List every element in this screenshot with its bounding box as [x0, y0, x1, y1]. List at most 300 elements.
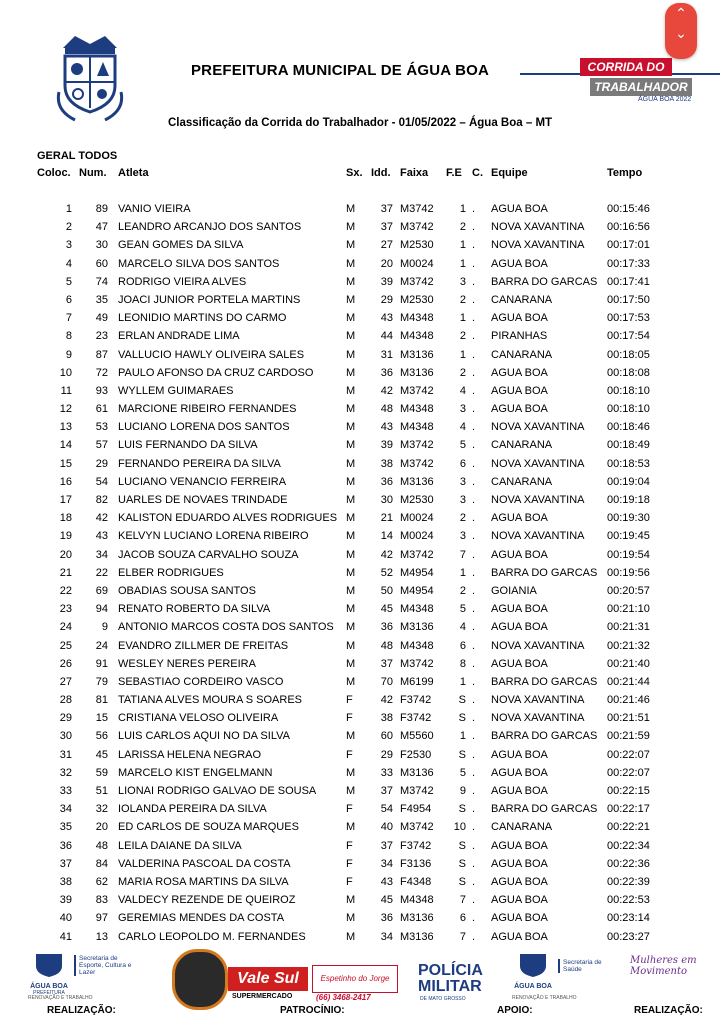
cell-sx: M — [346, 239, 356, 252]
cell-fe: 2 — [459, 221, 466, 234]
cell-idd: 38 — [380, 712, 393, 725]
cell-sx: F — [346, 803, 353, 816]
renovacao-text-1: RENOVAÇÃO E TRABALHO — [28, 995, 93, 1001]
cell-equipe: BARRA DO GARCAS — [491, 803, 598, 816]
cell-tempo: 00:18:10 — [607, 403, 650, 416]
table-row — [0, 530, 720, 548]
cell-sx: F — [346, 875, 353, 888]
table-row — [0, 730, 720, 748]
cell-idd: 42 — [380, 548, 393, 561]
cell-sx: M — [346, 475, 356, 488]
cell-idd: 50 — [380, 584, 393, 597]
cell-c: . — [472, 548, 476, 561]
cell-name: SEBASTIAO CORDEIRO VASCO — [118, 675, 284, 688]
cell-sx: F — [346, 712, 353, 725]
col-header-sx: Sx. — [346, 167, 363, 179]
cell-equipe: CANARANA — [491, 821, 553, 834]
cell-c: . — [472, 785, 476, 797]
cell-faixa: M3136 — [400, 366, 434, 379]
scroll-toggle-button[interactable] — [665, 3, 697, 59]
cell-name: GEAN GOMES DA SILVA — [118, 239, 244, 252]
cell-pos: 6 — [65, 293, 72, 306]
cell-tempo: 00:18:10 — [607, 384, 650, 397]
cell-name: LEILA DAIANE DA SILVA — [118, 839, 242, 852]
aguaboa-logo-sub: PREFEITURA — [33, 990, 65, 996]
cell-name: CARLO LEOPOLDO M. FERNANDES — [118, 930, 306, 943]
cell-pos: 32 — [59, 766, 72, 779]
cell-faixa: M3136 — [400, 912, 434, 925]
cell-num: 61 — [95, 403, 108, 416]
cell-fe: 4 — [459, 421, 466, 434]
cell-sx: F — [346, 857, 353, 870]
cell-c: . — [472, 566, 476, 579]
cell-num: 42 — [95, 512, 108, 525]
table-row — [0, 567, 720, 585]
col-header-c: C. — [472, 167, 483, 179]
cell-c: . — [472, 857, 476, 870]
cell-fe: 1 — [459, 675, 466, 688]
cell-sx: M — [346, 348, 356, 361]
cell-equipe: AGUA BOA — [491, 203, 548, 215]
cell-sx: M — [346, 494, 356, 506]
cell-name: EVANDRO ZILLMER DE FREITAS — [118, 639, 289, 652]
cell-faixa: M5560 — [400, 730, 434, 743]
table-row — [0, 421, 720, 439]
cell-tempo: 00:21:32 — [607, 639, 650, 652]
cell-idd: 42 — [380, 694, 393, 707]
cell-num: 56 — [95, 730, 108, 743]
cell-c: . — [472, 366, 476, 379]
cell-faixa: F3742 — [400, 694, 432, 707]
table-row — [0, 494, 720, 512]
cell-c: . — [472, 639, 476, 652]
cell-equipe: NOVA XAVANTINA — [491, 494, 585, 506]
section-title: GERAL TODOS — [37, 150, 118, 162]
cell-fe: 2 — [459, 512, 466, 525]
cell-sx: M — [346, 257, 356, 270]
cell-tempo: 00:17:53 — [607, 312, 650, 325]
cell-num: 87 — [95, 348, 108, 361]
cell-c: . — [472, 912, 476, 925]
cell-sx: M — [346, 621, 356, 634]
cell-idd: 42 — [380, 384, 393, 397]
cell-fe: 8 — [459, 657, 466, 670]
policia-logo-line2: MILITAR — [418, 978, 482, 995]
table-row — [0, 694, 720, 712]
cell-idd: 36 — [380, 475, 393, 488]
cell-equipe: NOVA XAVANTINA — [491, 712, 585, 725]
cell-c: . — [472, 657, 476, 670]
cell-pos: 12 — [59, 403, 72, 416]
col-header-fe: F.E — [446, 167, 462, 179]
cell-equipe: CANARANA — [491, 348, 553, 361]
cell-sx: M — [346, 766, 356, 779]
table-row — [0, 385, 720, 403]
cell-pos: 14 — [59, 439, 72, 452]
table-row — [0, 749, 720, 767]
cell-idd: 37 — [380, 657, 393, 670]
cell-num: 49 — [95, 312, 108, 325]
cell-tempo: 00:22:39 — [607, 875, 650, 888]
table-row — [0, 367, 720, 385]
cell-fe: 1 — [459, 203, 466, 215]
cell-sx: M — [346, 275, 356, 288]
cell-sx: M — [346, 730, 356, 743]
cell-idd: 31 — [380, 348, 393, 361]
cell-idd: 43 — [380, 312, 393, 325]
cell-idd: 29 — [380, 748, 393, 761]
cell-tempo: 00:22:53 — [607, 894, 650, 907]
cell-faixa: F4348 — [400, 875, 432, 888]
cell-pos: 7 — [65, 312, 72, 325]
cell-name: JACOB SOUZA CARVALHO SOUZA — [118, 548, 299, 561]
table-row — [0, 239, 720, 257]
cell-num: 24 — [95, 639, 108, 652]
cell-tempo: 00:17:50 — [607, 293, 650, 306]
cell-sx: M — [346, 639, 356, 652]
cell-equipe: NOVA XAVANTINA — [491, 239, 585, 252]
cell-num: 74 — [95, 275, 108, 288]
cell-c: . — [472, 457, 476, 470]
cell-c: . — [472, 257, 476, 270]
cell-name: LIONAI RODRIGO GALVAO DE SOUSA — [118, 785, 317, 797]
cell-pos: 15 — [59, 457, 72, 470]
table-row — [0, 894, 720, 912]
cell-c: . — [472, 621, 476, 634]
results-table — [0, 203, 720, 949]
cell-equipe: AGUA BOA — [491, 312, 548, 325]
cell-tempo: 00:18:46 — [607, 421, 650, 434]
espetinho-logo: Espetinho do Jorge — [312, 965, 398, 993]
cell-tempo: 00:19:45 — [607, 530, 650, 543]
cell-name: WYLLEM GUIMARAES — [118, 384, 234, 397]
burger-logo — [172, 949, 228, 1010]
cell-idd: 37 — [380, 221, 393, 234]
cell-equipe: AGUA BOA — [491, 257, 548, 270]
cell-sx: M — [346, 421, 356, 434]
cell-pos: 9 — [65, 348, 72, 361]
cell-idd: 70 — [380, 675, 393, 688]
cell-faixa: M2530 — [400, 293, 434, 306]
cell-fe: 4 — [459, 384, 466, 397]
table-row — [0, 221, 720, 239]
cell-pos: 31 — [59, 748, 72, 761]
cell-c: . — [472, 712, 476, 725]
cell-pos: 38 — [59, 875, 72, 888]
cell-fe: 3 — [459, 475, 466, 488]
cell-equipe: CANARANA — [491, 293, 553, 306]
cell-pos: 28 — [59, 694, 72, 707]
cell-sx: M — [346, 512, 356, 525]
cell-tempo: 00:18:49 — [607, 439, 650, 452]
col-header-equipe: Equipe — [491, 167, 528, 179]
cell-idd: 43 — [380, 421, 393, 434]
cell-idd: 40 — [380, 821, 393, 834]
cell-num: 9 — [101, 621, 108, 634]
cell-tempo: 00:18:53 — [607, 457, 650, 470]
table-row — [0, 603, 720, 621]
cell-fe: 1 — [459, 348, 466, 361]
cell-name: PAULO AFONSO DA CRUZ CARDOSO — [118, 366, 314, 379]
cell-fe: 1 — [459, 730, 466, 743]
cell-faixa: M3742 — [400, 821, 434, 834]
cell-equipe: NOVA XAVANTINA — [491, 421, 585, 434]
cell-name: LUIS FERNANDO DA SILVA — [118, 439, 258, 452]
cell-sx: M — [346, 439, 356, 452]
table-row — [0, 476, 720, 494]
cell-tempo: 00:22:21 — [607, 821, 650, 834]
cell-tempo: 00:17:41 — [607, 275, 650, 288]
cell-faixa: M3742 — [400, 785, 434, 797]
cell-name: WESLEY NERES PEREIRA — [118, 657, 256, 670]
cell-tempo: 00:17:33 — [607, 257, 650, 270]
cell-c: . — [472, 584, 476, 597]
cell-faixa: M4348 — [400, 639, 434, 652]
cell-num: 60 — [95, 257, 108, 270]
event-logo-sub: ÁGUA BOA 2022 — [638, 96, 692, 103]
cell-idd: 14 — [380, 530, 393, 543]
cell-equipe: NOVA XAVANTINA — [491, 530, 585, 543]
cell-equipe: NOVA XAVANTINA — [491, 457, 585, 470]
cell-num: 94 — [95, 603, 108, 616]
cell-tempo: 00:19:04 — [607, 475, 650, 488]
cell-name: LEANDRO ARCANJO DOS SANTOS — [118, 221, 302, 234]
espetinho-phone: (66) 3468-2417 — [316, 993, 371, 1002]
cell-equipe: BARRA DO GARCAS — [491, 275, 598, 288]
cell-faixa: F4954 — [400, 803, 432, 816]
cell-tempo: 00:18:08 — [607, 366, 650, 379]
cell-fe: S — [458, 875, 466, 888]
cell-faixa: M4954 — [400, 566, 434, 579]
cell-num: 45 — [95, 748, 108, 761]
cell-sx: M — [346, 293, 356, 306]
table-row — [0, 549, 720, 567]
event-logo-line2: TRABALHADOR — [590, 78, 692, 96]
table-row — [0, 621, 720, 639]
cell-c: . — [472, 239, 476, 252]
cell-num: 54 — [95, 475, 108, 488]
cell-name: IOLANDA PEREIRA DA SILVA — [118, 803, 267, 816]
cell-idd: 36 — [380, 621, 393, 634]
realizacao-label-2: REALIZAÇÃO: — [634, 1005, 703, 1016]
cell-name: ED CARLOS DE SOUZA MARQUES — [118, 821, 299, 834]
cell-tempo: 00:22:36 — [607, 857, 650, 870]
cell-num: 69 — [95, 584, 108, 597]
cell-idd: 44 — [380, 330, 393, 343]
cell-name: UARLES DE NOVAES TRINDADE — [118, 494, 288, 506]
cell-name: MARIA ROSA MARTINS DA SILVA — [118, 875, 289, 888]
cell-pos: 13 — [59, 421, 72, 434]
cell-equipe: AGUA BOA — [491, 657, 548, 670]
col-header-faixa: Faixa — [400, 167, 429, 179]
table-row — [0, 676, 720, 694]
cell-pos: 22 — [59, 584, 72, 597]
table-row — [0, 349, 720, 367]
cell-pos: 2 — [65, 221, 72, 234]
cell-idd: 37 — [380, 785, 393, 797]
cell-fe: 2 — [459, 584, 466, 597]
cell-sx: M — [346, 912, 356, 925]
cell-faixa: M4954 — [400, 584, 434, 597]
cell-fe: 6 — [459, 912, 466, 925]
cell-faixa: M3136 — [400, 475, 434, 488]
cell-pos: 25 — [59, 639, 72, 652]
cell-sx: M — [346, 384, 356, 397]
cell-faixa: F2530 — [400, 748, 432, 761]
cell-sx: M — [346, 584, 356, 597]
cell-faixa: M4348 — [400, 403, 434, 416]
cell-tempo: 00:17:54 — [607, 330, 650, 343]
cell-fe: 5 — [459, 766, 466, 779]
aguaboa-logo-2 — [512, 950, 554, 992]
cell-idd: 29 — [380, 293, 393, 306]
cell-num: 81 — [95, 694, 108, 707]
cell-idd: 39 — [380, 439, 393, 452]
cell-idd: 34 — [380, 930, 393, 943]
cell-c: . — [472, 675, 476, 688]
cell-faixa: M4348 — [400, 312, 434, 325]
col-header-pos: Coloc. — [37, 167, 71, 179]
cell-c: . — [472, 930, 476, 943]
cell-tempo: 00:19:54 — [607, 548, 650, 561]
cell-num: 23 — [95, 330, 108, 343]
cell-num: 57 — [95, 439, 108, 452]
cell-faixa: M4348 — [400, 603, 434, 616]
cell-idd: 54 — [380, 803, 393, 816]
cell-num: 72 — [95, 366, 108, 379]
cell-tempo: 00:15:46 — [607, 203, 650, 215]
cell-idd: 45 — [380, 603, 393, 616]
cell-name: VALDECY REZENDE DE QUEIROZ — [118, 894, 296, 907]
cell-fe: 5 — [459, 603, 466, 616]
cell-faixa: M3136 — [400, 766, 434, 779]
cell-idd: 27 — [380, 239, 393, 252]
cell-faixa: M3742 — [400, 384, 434, 397]
cell-faixa: F3742 — [400, 839, 432, 852]
cell-sx: M — [346, 675, 356, 688]
cell-c: . — [472, 803, 476, 816]
table-row — [0, 294, 720, 312]
cell-c: . — [472, 293, 476, 306]
cell-c: . — [472, 384, 476, 397]
cell-num: 32 — [95, 803, 108, 816]
table-row — [0, 312, 720, 330]
cell-fe: S — [458, 803, 466, 816]
cell-pos: 19 — [59, 530, 72, 543]
cell-equipe: CANARANA — [491, 439, 553, 452]
cell-fe: 3 — [459, 494, 466, 506]
cell-pos: 8 — [65, 330, 72, 343]
cell-pos: 34 — [59, 803, 72, 816]
cell-tempo: 00:22:07 — [607, 748, 650, 761]
cell-faixa: F3136 — [400, 857, 432, 870]
cell-faixa: M3742 — [400, 657, 434, 670]
cell-equipe: BARRA DO GARCAS — [491, 675, 598, 688]
cell-tempo: 00:18:05 — [607, 348, 650, 361]
cell-sx: M — [346, 894, 356, 907]
cell-tempo: 00:23:14 — [607, 912, 650, 925]
cell-idd: 45 — [380, 894, 393, 907]
cell-sx: M — [346, 457, 356, 470]
table-row — [0, 458, 720, 476]
cell-faixa: M3742 — [400, 221, 434, 234]
cell-tempo: 00:21:40 — [607, 657, 650, 670]
cell-pos: 4 — [65, 257, 72, 270]
cell-tempo: 00:22:17 — [607, 803, 650, 816]
cell-name: JOACI JUNIOR PORTELA MARTINS — [118, 293, 301, 306]
cell-equipe: AGUA BOA — [491, 403, 548, 416]
cell-equipe: AGUA BOA — [491, 366, 548, 379]
cell-num: 15 — [95, 712, 108, 725]
cell-fe: 9 — [459, 785, 466, 797]
cell-fe: 1 — [459, 566, 466, 579]
cell-faixa: M0024 — [400, 512, 434, 525]
cell-name: FERNANDO PEREIRA DA SILVA — [118, 457, 281, 470]
cell-num: 30 — [95, 239, 108, 252]
cell-faixa: M3136 — [400, 621, 434, 634]
cell-pos: 37 — [59, 857, 72, 870]
cell-idd: 48 — [380, 403, 393, 416]
cell-idd: 20 — [380, 257, 393, 270]
cell-equipe: AGUA BOA — [491, 912, 548, 925]
table-row — [0, 640, 720, 658]
cell-tempo: 00:16:56 — [607, 221, 650, 234]
cell-fe: S — [458, 839, 466, 852]
cell-faixa: M0024 — [400, 530, 434, 543]
cell-pos: 26 — [59, 657, 72, 670]
cell-fe: 3 — [459, 403, 466, 416]
chevron-down-icon: ⌄ — [675, 25, 687, 41]
cell-num: 93 — [95, 384, 108, 397]
cell-equipe: AGUA BOA — [491, 621, 548, 634]
cell-c: . — [472, 221, 476, 234]
cell-idd: 52 — [380, 566, 393, 579]
page-title: PREFEITURA MUNICIPAL DE ÁGUA BOA — [190, 62, 490, 79]
cell-name: VANIO VIEIRA — [118, 203, 191, 215]
cell-sx: M — [346, 221, 356, 234]
cell-tempo: 00:22:34 — [607, 839, 650, 852]
col-header-tempo: Tempo — [607, 167, 643, 179]
aguaboa-logo-2-text: ÁGUA BOA — [514, 983, 552, 990]
sec-esporte-text: Secretaria de Esporte, Cultura e Lazer — [74, 955, 133, 976]
table-row — [0, 330, 720, 348]
cell-idd: 21 — [380, 512, 393, 525]
cell-c: . — [472, 494, 476, 506]
cell-fe: 5 — [459, 439, 466, 452]
cell-name: LUCIANO LORENA DOS SANTOS — [118, 421, 290, 434]
cell-fe: 3 — [459, 530, 466, 543]
cell-equipe: BARRA DO GARCAS — [491, 730, 598, 743]
cell-fe: 1 — [459, 312, 466, 325]
cell-num: 47 — [95, 221, 108, 234]
cell-name: MARCELO KIST ENGELMANN — [118, 766, 273, 779]
cell-fe: 7 — [459, 894, 466, 907]
cell-c: . — [472, 821, 476, 834]
valesul-logo: Vale Sul — [228, 967, 308, 991]
cell-idd: 43 — [380, 875, 393, 888]
cell-idd: 33 — [380, 766, 393, 779]
cell-fe: S — [458, 694, 466, 707]
cell-name: RODRIGO VIEIRA ALVES — [118, 275, 247, 288]
cell-name: GEREMIAS MENDES DA COSTA — [118, 912, 285, 925]
cell-equipe: AGUA BOA — [491, 512, 548, 525]
cell-fe: 7 — [459, 548, 466, 561]
cell-faixa: M6199 — [400, 675, 434, 688]
cell-tempo: 00:19:56 — [607, 566, 650, 579]
cell-c: . — [472, 603, 476, 616]
cell-tempo: 00:22:15 — [607, 785, 650, 797]
cell-c: . — [472, 894, 476, 907]
